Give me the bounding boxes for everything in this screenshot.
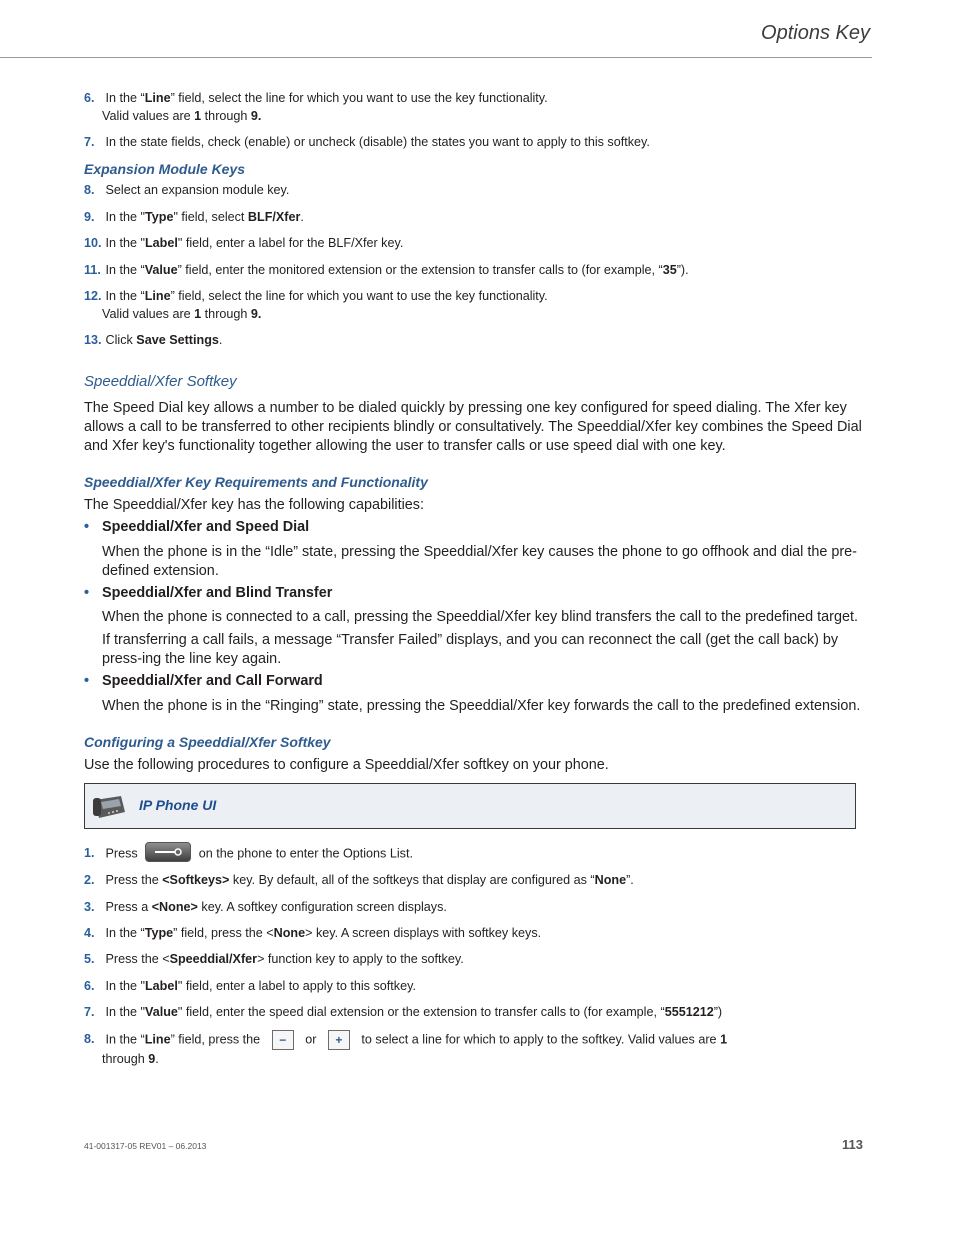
cfg-step-5: 5. Press the <Speeddial/Xfer> function key to apply to the softkey.: [84, 952, 464, 966]
cfg-step-8: 8. In the “Line” field, press the − or + to select a line for which to apply to the softkey. Valid values are 1 through 9.: [84, 1030, 727, 1068]
step-number: 2.: [84, 873, 95, 887]
step-number: 6.: [84, 979, 95, 993]
expansion-heading: Expansion Module Keys: [84, 161, 246, 177]
step-number: 11.: [84, 263, 101, 277]
bullet-call-forward-text: When the phone is in the “Ringing” state, pressing the Speeddial/Xfer key forwards the call to the predefined extension.: [102, 698, 861, 714]
bullet-blind-transfer-text-2: If transferring a call fails, a message “Transfer Failed” displays, and you can reconnect the call (get the call back) by press-ing the line key again.: [102, 632, 839, 667]
step-text: In the “: [105, 91, 145, 105]
requirements-intro: The Speeddial/Xfer key has the following capabilities:: [84, 497, 424, 513]
step-continuation: through 9.: [102, 1052, 159, 1066]
step-number: 12.: [84, 289, 102, 303]
step-bold: Line: [144, 91, 171, 105]
step-number: 8.: [84, 183, 95, 197]
configuring-heading: Configuring a Speeddial/Xfer Softkey: [84, 734, 331, 750]
step-8: [84, 181, 289, 199]
cfg-step-4: 4. In the “Type” field, press the <None> key. A screen displays with softkey keys.: [84, 926, 542, 940]
cfg-step-7: 7. In the "Value" field, enter the speed dial extension or the extension to transfer calls to (for example, “5551212”): [84, 1005, 723, 1019]
line-down-key-icon: −: [272, 1030, 294, 1050]
header-title: Options Key: [761, 22, 870, 44]
ip-phone-ui-box: [84, 783, 856, 829]
bullet-speed-dial-text: When the phone is in the “Idle” state, pressing the Speeddial/Xfer key causes the phone to go offhook and dial the pre-defined extension.: [102, 544, 857, 579]
step-continuation: Valid values are 1 through 9.: [102, 307, 262, 321]
step-number: 4.: [84, 926, 95, 940]
cfg-step-2: 2. Press the <Softkeys> key. By default, all of the softkeys that display are configured as “None”.: [84, 873, 634, 887]
line-up-key-icon: +: [328, 1030, 350, 1050]
step-number: 6.: [84, 91, 95, 105]
page-number: 113: [842, 1137, 863, 1152]
bullet-speed-dial: • Speeddial/Xfer and Speed Dial: [84, 519, 310, 535]
step-12: 12. In the “Line” field, select the line for which you want to use the key functionality. Valid values are 1 through 9.: [84, 289, 548, 321]
cfg-step-1: 1. Press on the phone to enter the Options List.: [84, 844, 413, 864]
step-text: ” field, select the line for which you want to use the key functionality.: [170, 91, 548, 105]
bullet-blind-transfer-text-1: When the phone is connected to a call, pressing the Speeddial/Xfer key blind transfers the call to the predefined target.: [102, 609, 858, 625]
footer-doc-id: 41-001317-05 REV01 – 06.2013: [84, 1141, 207, 1151]
requirements-heading: Speeddial/Xfer Key Requirements and Functionality: [84, 474, 428, 490]
step-continuation: Valid values are 1 through 9.: [102, 109, 262, 123]
step-number: 8.: [84, 1032, 95, 1047]
step-number: 7.: [84, 135, 95, 149]
step-7-top: [84, 133, 650, 151]
bullet-dot: •: [84, 673, 90, 689]
bullet-call-forward: • Speeddial/Xfer and Call Forward: [84, 673, 323, 689]
cfg-step-6: 6. In the "Label" field, enter a label to apply to this softkey.: [84, 979, 416, 993]
step-text: Select an expansion module key.: [105, 183, 290, 197]
step-10: 10. In the "Label" field, enter a label for the BLF/Xfer key.: [84, 236, 404, 250]
step-6-top: [84, 89, 548, 125]
ip-phone-ui-label: IP Phone UI: [139, 797, 217, 813]
step-number: 3.: [84, 900, 95, 914]
options-key-icon: [145, 842, 191, 862]
step-9: 9. In the "Type" field, select BLF/Xfer.: [84, 210, 304, 224]
cfg-step-3: 3. Press a <None> key. A softkey configuration screen displays.: [84, 900, 447, 914]
step-number: 13.: [84, 333, 102, 347]
step-number: 7.: [84, 1005, 95, 1019]
step-number: 5.: [84, 952, 95, 966]
step-13: 13. Click Save Settings.: [84, 333, 223, 347]
step-number: 1.: [84, 846, 95, 861]
step-number: 9.: [84, 210, 95, 224]
step-11: 11. In the “Value” field, enter the monitored extension or the extension to transfer calls to (for example, “35”).: [84, 263, 689, 277]
header-rule: [0, 57, 872, 58]
configuring-intro: Use the following procedures to configure a Speeddial/Xfer softkey on your phone.: [84, 757, 609, 773]
bullet-dot: •: [84, 585, 90, 601]
step-text: In the state fields, check (enable) or uncheck (disable) the states you want to apply to this softkey.: [105, 135, 650, 149]
bullet-dot: •: [84, 519, 90, 535]
ip-phone-icon: [91, 792, 127, 820]
bullet-blind-transfer: • Speeddial/Xfer and Blind Transfer: [84, 585, 333, 601]
section-intro: The Speed Dial key allows a number to be dialed quickly by pressing one key configured for speed dialing. The Xfer key allows a call to be transferred to other recipients blindly or consultatively. The Speeddial/Xfer key combines the Speed Dial and Xfer key's functionality together allowing the user to transfer calls or use speed dial with one key.: [84, 400, 862, 454]
step-number: 10.: [84, 236, 102, 250]
section-heading: Speeddial/Xfer Softkey: [84, 373, 237, 390]
